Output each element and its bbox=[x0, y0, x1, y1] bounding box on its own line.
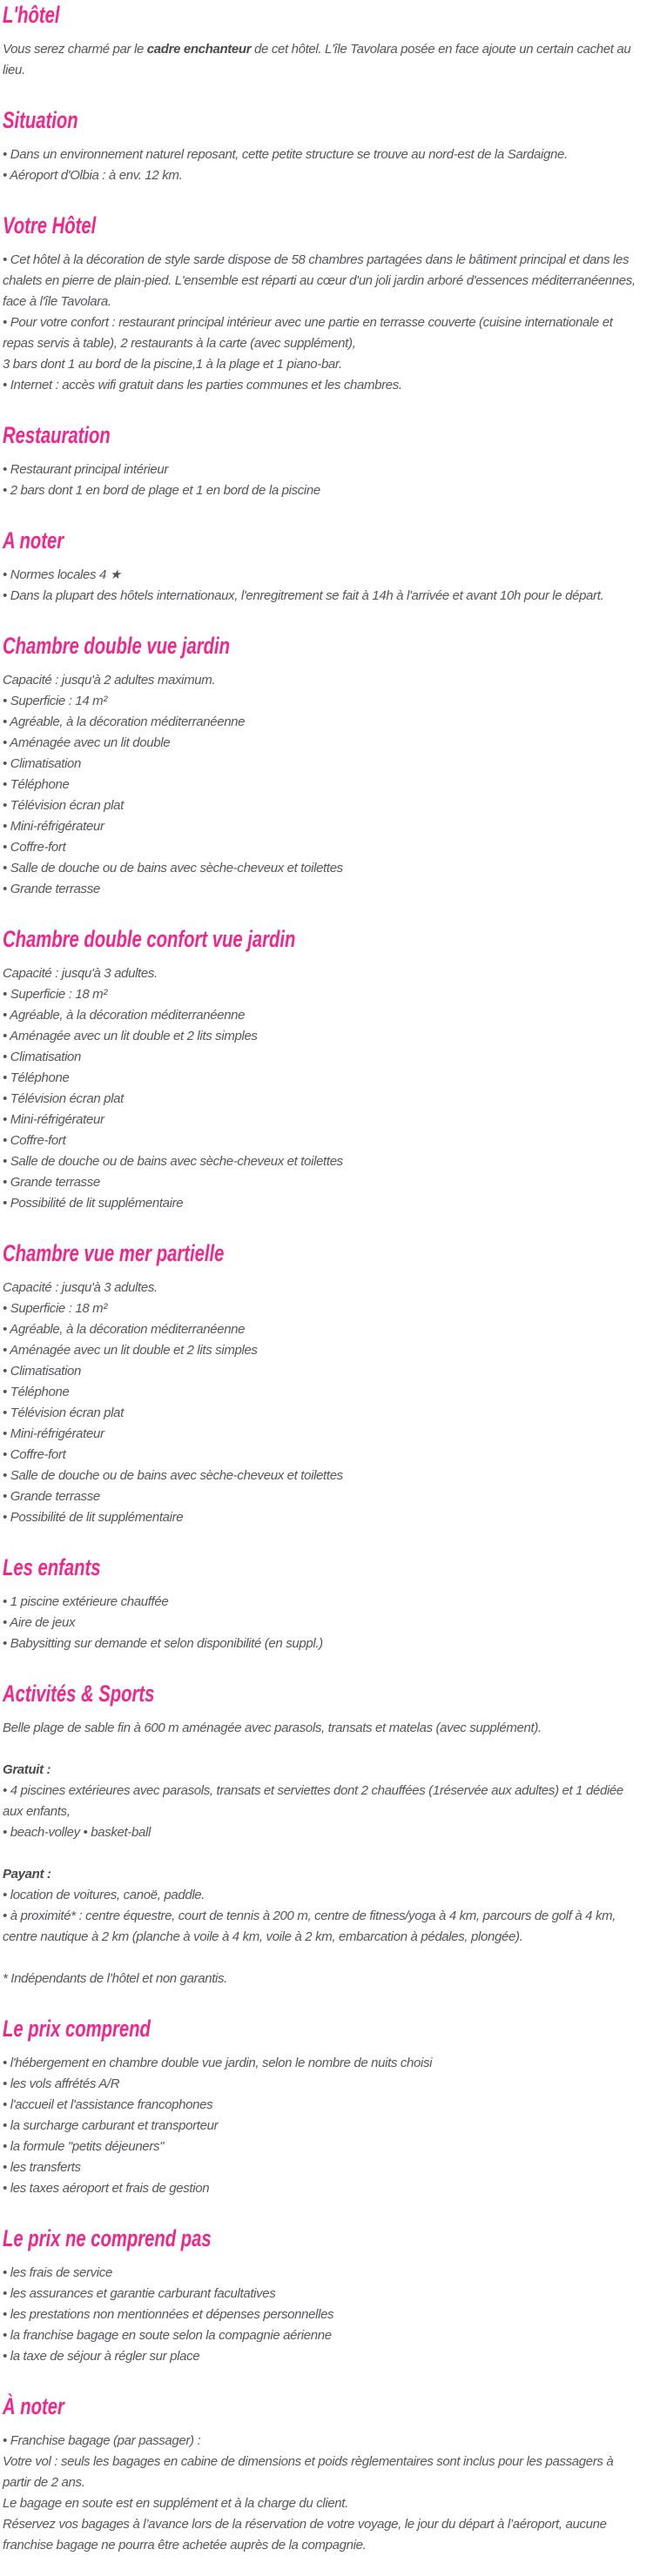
section-le-prix-ne-comprend-pas bbox=[3, 2225, 644, 2367]
text-run: • Téléphone bbox=[3, 1385, 70, 1399]
text-line bbox=[3, 144, 644, 165]
text-line bbox=[3, 1278, 644, 1298]
hotel-description-content bbox=[3, 2, 644, 2556]
text-line bbox=[3, 2074, 644, 2095]
payant-block bbox=[3, 1864, 644, 1948]
text-run: • Télévision écran plat bbox=[3, 1091, 124, 1106]
text-line bbox=[3, 1864, 644, 1885]
text-line bbox=[3, 2346, 644, 2367]
text-line bbox=[3, 1361, 644, 1382]
section-heading-restauration: Restauration bbox=[3, 422, 111, 448]
text-line bbox=[3, 775, 644, 795]
text-run: • Coffre-fort bbox=[3, 1447, 66, 1462]
text-run: • Restaurant principal intérieur bbox=[3, 462, 168, 477]
section-heading-chambre-double-confort-vue-jardin: Chambre double confort vue jardin bbox=[3, 926, 296, 952]
text-run: • les assurances et garantie carburant facultatives bbox=[3, 2286, 276, 2301]
text-run: Belle plage de sable fin à 600 m aménagée avec parasols, transats et matelas (avec supplément). bbox=[3, 1721, 542, 1735]
text-line bbox=[3, 1760, 644, 1781]
text-run: • Pour votre confort : restaurant principal intérieur avec une partie en terrasse couverte (cuisine internationale et repas servis à table), 2 restaurants à la carte (avec supplément), bbox=[3, 315, 613, 351]
text-line bbox=[3, 375, 644, 396]
text-run: • Cet hôtel à la décoration de style sarde dispose de 58 chambres partagées dans le bâtiment principal et dans les chalets en pierre de plain-pied. L'ensemble est réparti au cœur d'un joli jardin arboré d'essences méditerranéennes, face à l'île Tavolara. bbox=[3, 252, 636, 309]
gratuit-block bbox=[3, 1760, 644, 1843]
bullet-list bbox=[3, 1592, 644, 1654]
text-line bbox=[3, 691, 644, 712]
text-line bbox=[3, 1403, 644, 1424]
text-line bbox=[3, 354, 644, 375]
text-run: • Babysitting sur demande et selon disponibilité (en suppl.) bbox=[3, 1636, 323, 1651]
text-run: • Climatisation bbox=[3, 1364, 82, 1379]
text-run: • Franchise bagage (par passager) : bbox=[3, 2433, 201, 2448]
text-run: • Aménagée avec un lit double bbox=[3, 735, 171, 750]
text-run: de cet hôtel. L'île Tavolara posée en face ajoute un certain cachet au lieu. bbox=[3, 42, 631, 77]
text-line bbox=[3, 1193, 644, 1214]
text-line bbox=[3, 1486, 644, 1507]
text-line bbox=[3, 2137, 644, 2157]
text-run: • Climatisation bbox=[3, 756, 82, 771]
section-hotel bbox=[3, 2, 644, 81]
text-run: • Coffre-fort bbox=[3, 1133, 66, 1148]
bullet-list bbox=[3, 250, 644, 396]
text-run: Votre vol : seuls les bagages en cabine de dimensions et poids règlementaires sont inclus pour les passagers à partir de 2 ans. bbox=[3, 2454, 614, 2490]
text-run: • Dans un environnement naturel reposant, cette petite structure se trouve au nord-est de la Sardaigne. bbox=[3, 147, 568, 162]
beach-paragraph bbox=[3, 1718, 644, 1739]
text-line bbox=[3, 1906, 644, 1948]
text-line bbox=[3, 2095, 644, 2116]
text-line bbox=[3, 1507, 644, 1528]
text-run: • Grande terrasse bbox=[3, 882, 100, 896]
text-run: • Possibilité de lit supplémentaire bbox=[3, 1510, 184, 1525]
section-votre-hotel bbox=[3, 212, 644, 396]
text-run: Le bagage en soute est en supplément et à la charge du client. bbox=[3, 2496, 348, 2511]
text-line bbox=[3, 963, 644, 984]
text-line bbox=[3, 879, 644, 900]
room-details bbox=[3, 1278, 644, 1528]
text-run: • Agréable, à la décoration méditerranéenne bbox=[3, 1008, 246, 1023]
text-run: • Salle de douche ou de bains avec sèche-cheveux et toilettes bbox=[3, 1468, 343, 1483]
text-line bbox=[3, 460, 644, 480]
bullet-list bbox=[3, 2263, 644, 2367]
bold-text-run: cadre enchanteur bbox=[146, 42, 252, 57]
text-line bbox=[3, 1969, 644, 1989]
bullet-list bbox=[3, 144, 644, 186]
text-line bbox=[3, 2325, 644, 2346]
text-line bbox=[3, 312, 644, 354]
section-heading-chambre-vue-mer-partielle: Chambre vue mer partielle bbox=[3, 1240, 225, 1266]
text-run: • Possibilité de lit supplémentaire bbox=[3, 1196, 184, 1211]
section-situation bbox=[3, 107, 644, 186]
text-run: • les taxes aéroport et frais de gestion bbox=[3, 2181, 210, 2196]
text-run: • Internet : accès wifi gratuit dans les parties communes et les chambres. bbox=[3, 378, 402, 392]
text-run: • la formule "petits déjeuners" bbox=[3, 2139, 165, 2154]
text-run: • Mini-réfrigérateur bbox=[3, 1426, 104, 1441]
text-run: • la surcharge carburant et transporteur bbox=[3, 2118, 219, 2133]
text-run: • les frais de service bbox=[3, 2265, 112, 2280]
text-line bbox=[3, 250, 644, 312]
section-heading-situation: Situation bbox=[3, 107, 78, 133]
section-restauration bbox=[3, 422, 644, 501]
text-run: • Superficie : 18 m² bbox=[3, 987, 107, 1002]
text-line bbox=[3, 1068, 644, 1089]
text-line bbox=[3, 858, 644, 879]
text-run: • beach-volley • basket-ball bbox=[3, 1825, 151, 1840]
text-run: • Mini-réfrigérateur bbox=[3, 819, 104, 834]
bold-text-run: Payant : bbox=[3, 1867, 51, 1882]
text-run: Réservez vos bagages à l’avance lors de la réservation de votre voyage, le jour du départ à l’aéroport, aucune franchise bagage ne pourra être achetée auprès de la compagnie. bbox=[3, 2517, 607, 2553]
text-line bbox=[3, 1026, 644, 1047]
text-line bbox=[3, 2493, 644, 2514]
section-les-enfants bbox=[3, 1554, 644, 1654]
text-line bbox=[3, 2116, 644, 2137]
text-line bbox=[3, 1382, 644, 1403]
text-run: • Salle de douche ou de bains avec sèche-cheveux et toilettes bbox=[3, 1154, 343, 1169]
bullet-list bbox=[3, 565, 644, 607]
text-run: Capacité : jusqu'à 3 adultes. bbox=[3, 1280, 158, 1295]
text-line bbox=[3, 565, 644, 586]
text-line bbox=[3, 754, 644, 775]
text-run: • les transferts bbox=[3, 2160, 81, 2175]
section-a-noter bbox=[3, 527, 644, 607]
section-heading-votre-hotel: Votre Hôtel bbox=[3, 212, 97, 238]
section-chambre-double-vue-jardin bbox=[3, 633, 644, 900]
text-line bbox=[3, 712, 644, 733]
section-le-prix-comprend bbox=[3, 2016, 644, 2199]
text-line bbox=[3, 2514, 644, 2556]
footnote bbox=[3, 1969, 644, 1989]
text-run: • Téléphone bbox=[3, 1070, 70, 1085]
section-heading-le-prix-comprend: Le prix comprend bbox=[3, 2016, 151, 2042]
text-run: • Téléphone bbox=[3, 777, 70, 792]
text-run: 3 bars dont 1 au bord de la piscine,1 à la plage et 1 piano-bar. bbox=[3, 357, 342, 372]
section-chambre-vue-mer-partielle bbox=[3, 1240, 644, 1528]
text-run: • Superficie : 14 m² bbox=[3, 694, 107, 708]
text-run: • Télévision écran plat bbox=[3, 1405, 124, 1420]
text-line bbox=[3, 1340, 644, 1361]
text-line bbox=[3, 984, 644, 1005]
text-line bbox=[3, 1781, 644, 1822]
section-heading-le-prix-ne-comprend-pas: Le prix ne comprend pas bbox=[3, 2225, 212, 2251]
text-line bbox=[3, 1089, 644, 1110]
text-run: • la taxe de séjour à régler sur place bbox=[3, 2349, 200, 2364]
section-heading-chambre-double-vue-jardin: Chambre double vue jardin bbox=[3, 633, 231, 659]
text-line bbox=[3, 2157, 644, 2178]
text-run: • 1 piscine extérieure chauffée bbox=[3, 1594, 169, 1609]
section-chambre-double-confort-vue-jardin bbox=[3, 926, 644, 1214]
text-run: • Télévision écran plat bbox=[3, 798, 124, 813]
text-run: • Dans la plupart des hôtels internationaux, l'enregitrement se fait à 14h à l'arrivée et avant 10h pour le départ. bbox=[3, 588, 604, 603]
text-line bbox=[3, 480, 644, 501]
text-line bbox=[3, 2284, 644, 2304]
text-run: • 4 piscines extérieures avec parasols, transats et serviettes dont 2 chauffées (1réservée aux adultes) et 1 dédiée aux enfants, bbox=[3, 1783, 623, 1819]
baggage-notes bbox=[3, 2431, 644, 2556]
section-heading-activites-sports: Activités & Sports bbox=[3, 1680, 155, 1707]
text-line bbox=[3, 165, 644, 186]
intro-paragraph bbox=[3, 39, 644, 81]
text-line bbox=[3, 1445, 644, 1466]
room-details bbox=[3, 670, 644, 900]
text-line bbox=[3, 1424, 644, 1445]
room-details bbox=[3, 963, 644, 1214]
text-run: • Mini-réfrigérateur bbox=[3, 1112, 104, 1127]
text-run: • Salle de douche ou de bains avec sèche-cheveux et toilettes bbox=[3, 861, 343, 875]
text-run: * Indépendants de l’hôtel et non garantis. bbox=[3, 1971, 228, 1986]
text-run: • Coffre-fort bbox=[3, 840, 66, 855]
text-line bbox=[3, 837, 644, 858]
text-line bbox=[3, 1613, 644, 1633]
text-run: • la franchise bagage en soute selon la compagnie aérienne bbox=[3, 2328, 332, 2343]
text-line bbox=[3, 1592, 644, 1613]
text-line bbox=[3, 2452, 644, 2493]
text-line bbox=[3, 2053, 644, 2074]
text-run: • à proximité* : centre équestre, court de tennis à 200 m, centre de fitness/yoga à 4 km, parcours de golf à 4 km, centre nautique à 2 km (planche à voile à 4 km, voile à 2 km, embarcation à pédales, plongée). bbox=[3, 1909, 616, 1944]
text-line bbox=[3, 816, 644, 837]
text-run: • 2 bars dont 1 en bord de plage et 1 en bord de la piscine bbox=[3, 483, 320, 498]
text-run: • l'accueil et l'assistance francophones bbox=[3, 2097, 213, 2112]
text-run: • location de voitures, canoë, paddle. bbox=[3, 1888, 205, 1902]
text-run: • Agréable, à la décoration méditerranéenne bbox=[3, 714, 246, 729]
text-run: • Superficie : 18 m² bbox=[3, 1301, 107, 1316]
text-line bbox=[3, 1130, 644, 1151]
text-run: • Agréable, à la décoration méditerranéenne bbox=[3, 1322, 246, 1337]
bold-text-run: Gratuit : bbox=[3, 1762, 51, 1777]
text-line bbox=[3, 1718, 644, 1739]
text-run: • Grande terrasse bbox=[3, 1175, 100, 1190]
section-heading-les-enfants: Les enfants bbox=[3, 1554, 101, 1580]
text-line bbox=[3, 2431, 644, 2452]
text-line bbox=[3, 670, 644, 691]
text-run: • Climatisation bbox=[3, 1050, 82, 1064]
section-heading-hotel: L'hôtel bbox=[3, 2, 60, 28]
text-line bbox=[3, 1633, 644, 1654]
text-line bbox=[3, 2304, 644, 2325]
text-run: • Aménagée avec un lit double et 2 lits simples bbox=[3, 1343, 258, 1358]
section-a-noter-2 bbox=[3, 2393, 644, 2556]
text-run: • les prestations non mentionnées et dépenses personnelles bbox=[3, 2307, 334, 2322]
text-run: • Grande terrasse bbox=[3, 1489, 100, 1504]
bullet-list bbox=[3, 2053, 644, 2199]
text-line bbox=[3, 1885, 644, 1906]
section-heading-a-noter: A noter bbox=[3, 527, 64, 553]
text-run: Capacité : jusqu'à 3 adultes. bbox=[3, 966, 158, 981]
text-line bbox=[3, 1822, 644, 1843]
text-run: • l'hébergement en chambre double vue jardin, selon le nombre de nuits choisi bbox=[3, 2056, 433, 2070]
text-run: Vous serez charmé par le bbox=[3, 42, 147, 57]
text-line bbox=[3, 2263, 644, 2284]
text-line bbox=[3, 1319, 644, 1340]
text-run: • les vols affrétés A/R bbox=[3, 2076, 120, 2091]
text-run: • Aéroport d'Olbia : à env. 12 km. bbox=[3, 168, 183, 183]
text-line bbox=[3, 586, 644, 607]
section-heading-a-noter-2: À noter bbox=[3, 2393, 64, 2419]
text-line bbox=[3, 1005, 644, 1026]
text-run: • Aire de jeux bbox=[3, 1615, 76, 1630]
section-activites-sports bbox=[3, 1680, 644, 1989]
text-line bbox=[3, 1047, 644, 1068]
text-line bbox=[3, 1110, 644, 1130]
text-line bbox=[3, 795, 644, 816]
text-line bbox=[3, 1151, 644, 1172]
text-line bbox=[3, 1466, 644, 1486]
text-run: Capacité : jusqu'à 2 adultes maximum. bbox=[3, 673, 216, 688]
text-line bbox=[3, 1298, 644, 1319]
text-line bbox=[3, 1172, 644, 1193]
text-line bbox=[3, 2178, 644, 2199]
bullet-list bbox=[3, 460, 644, 501]
text-run: • Aménagée avec un lit double et 2 lits simples bbox=[3, 1029, 258, 1043]
text-run: • Normes locales 4 ★ bbox=[3, 567, 121, 582]
text-line bbox=[3, 39, 644, 81]
text-line bbox=[3, 733, 644, 754]
